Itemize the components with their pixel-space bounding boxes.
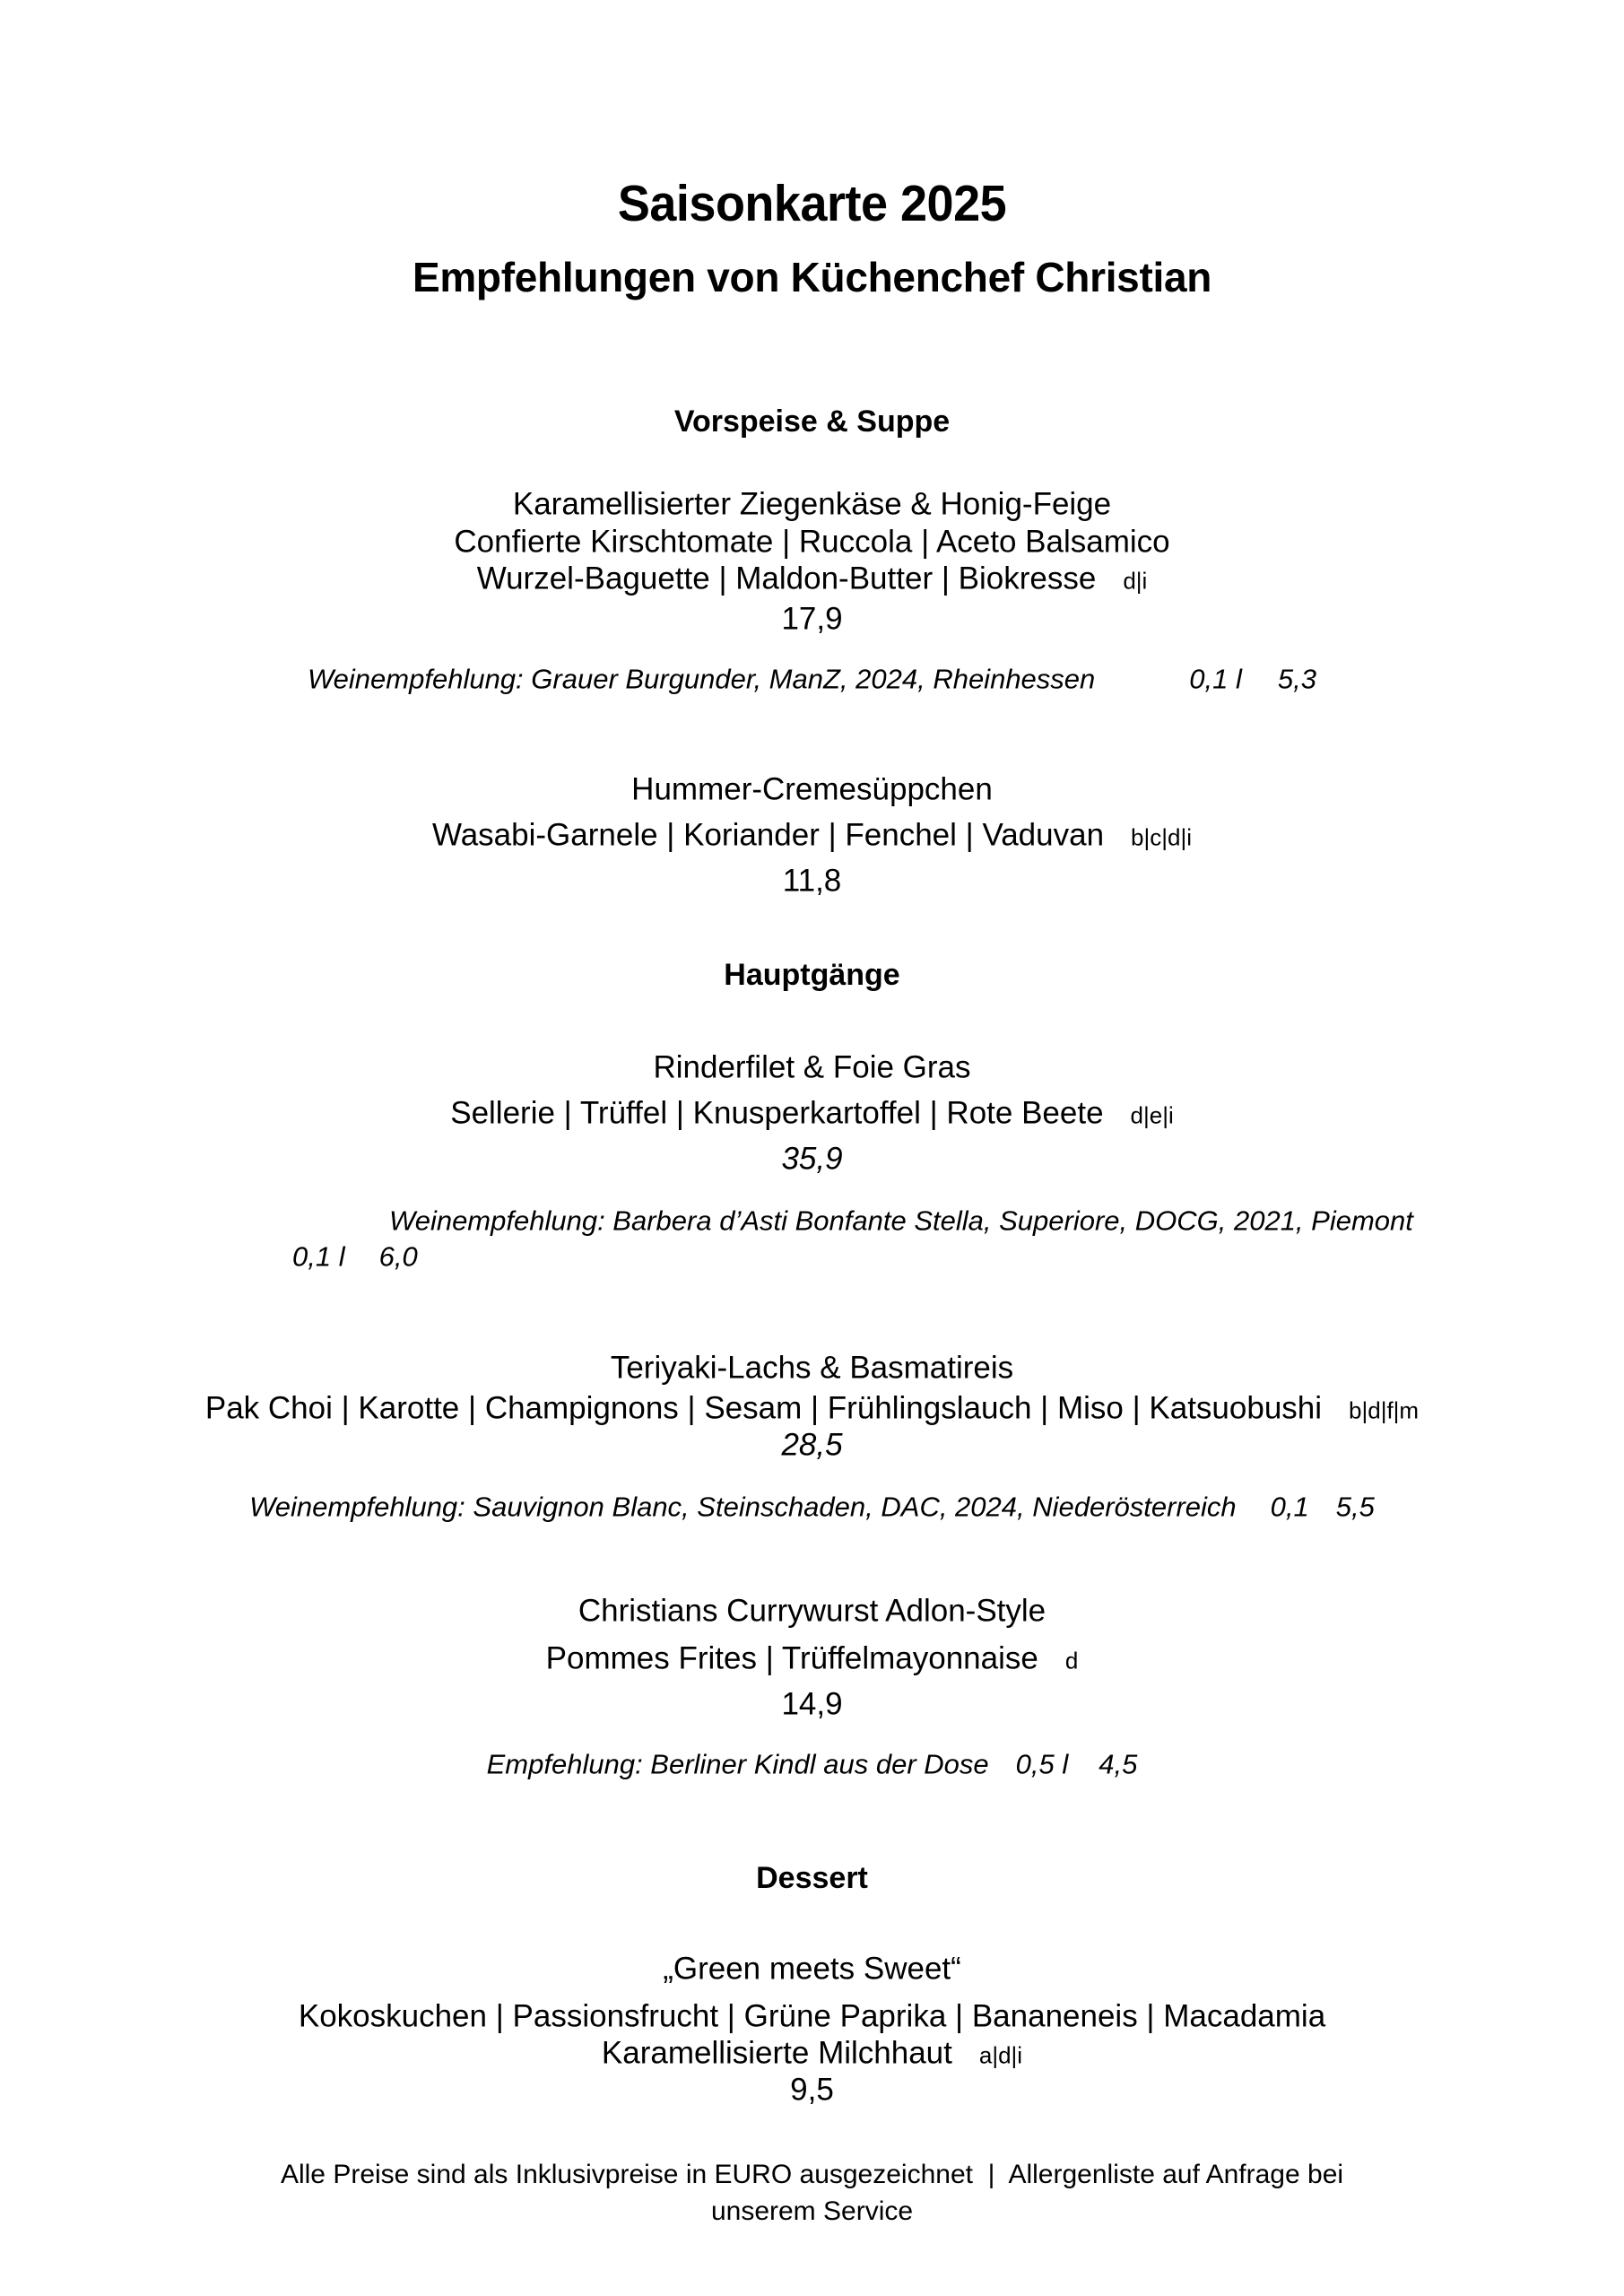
dish-name: Karamellisierter Ziegenkäse & Honig-Feige	[512, 486, 1112, 522]
dish-name: Christians Currywurst Adlon-Style	[578, 1593, 1046, 1629]
dish-price: 28,5	[781, 1427, 843, 1463]
dish-name: Teriyaki-Lachs & Basmatireis	[610, 1350, 1014, 1386]
wine-price: 6,0	[378, 1240, 418, 1273]
wine-recommendation	[0, 1493, 1624, 1521]
drink-volume: 0,5 l	[1015, 1748, 1069, 1780]
footer-note: Alle Preise sind als Inklusivpreise in EURO ausgezeichnet | Allergenliste auf Anfrage bei	[280, 2160, 1344, 2189]
wine-recommendation	[0, 665, 1624, 693]
dish-description-with-allergens	[0, 2035, 1624, 2071]
allergen-codes: b|d|f|m	[1349, 1396, 1420, 1424]
dish-description-with-allergens	[0, 563, 1624, 595]
dish-description: Pommes Frites | Trüffelmayonnaise	[545, 1640, 1038, 1676]
allergen-codes: b|c|d|i	[1131, 823, 1193, 851]
dish-price: 35,9	[781, 1141, 843, 1177]
wine-price-row	[292, 1240, 418, 1273]
dish-price: 11,8	[782, 863, 842, 899]
allergen-codes: d	[1064, 1647, 1079, 1674]
dish-price: 9,5	[790, 2072, 834, 2108]
dish-description: Kokoskuchen | Passionsfrucht | Grüne Paprika | Bananeneis | Macadamia	[298, 1998, 1326, 2034]
wine-recommendation: Weinempfehlung: Barbera d’Asti Bonfante Stella, Superiore, DOCG, 2021, Piemont	[389, 1205, 1413, 1237]
drink-recommendation	[0, 1748, 1624, 1780]
dish-description-with-allergens	[0, 1095, 1624, 1131]
wine-price: 5,5	[1335, 1491, 1375, 1523]
dish-name: Rinderfilet & Foie Gras	[653, 1049, 971, 1085]
drink-price: 4,5	[1099, 1748, 1138, 1780]
dish-description: Confierte Kirschtomate | Ruccola | Aceto Balsamico	[454, 524, 1170, 560]
wine-volume: 0,1 l	[1189, 663, 1242, 695]
wine-text: Weinempfehlung: Grauer Burgunder, ManZ, 2024, Rheinhessen	[307, 663, 1096, 695]
wine-volume: 0,1 l	[292, 1240, 345, 1273]
dish-price: 17,9	[781, 601, 843, 637]
menu-title: Saisonkarte 2025	[617, 175, 1007, 232]
wine-volume: 0,1	[1270, 1491, 1309, 1523]
section-heading-mains: Hauptgänge	[724, 958, 900, 992]
dish-description-with-allergens	[0, 817, 1624, 853]
dish-description: Wurzel-Baguette | Maldon-Butter | Biokresse	[476, 561, 1097, 596]
dish-description: Karamellisierte Milchhaut	[601, 2035, 952, 2071]
section-heading-starters: Vorspeise & Suppe	[673, 404, 951, 439]
dish-price: 14,9	[781, 1686, 843, 1722]
allergen-codes: d|i	[1123, 567, 1148, 595]
footer-note-continued: unserem Service	[710, 2196, 914, 2226]
dish-description: Pak Choi | Karotte | Champignons | Sesam | Frühlingslauch | Miso | Katsuobushi	[204, 1390, 1323, 1426]
dish-name: „Green meets Sweet“	[663, 1951, 961, 1987]
drink-text: Empfehlung: Berliner Kindl aus der Dose	[486, 1748, 989, 1780]
section-heading-dessert: Dessert	[756, 1861, 868, 1895]
wine-price: 5,3	[1277, 663, 1316, 695]
dish-description: Sellerie | Trüffel | Knusperkartoffel | Rote Beete	[450, 1095, 1104, 1131]
wine-text: Weinempfehlung: Sauvignon Blanc, Steinschaden, DAC, 2024, Niederösterreich	[249, 1491, 1237, 1523]
dish-description-with-allergens	[0, 1640, 1624, 1676]
allergen-codes: a|d|i	[978, 2041, 1023, 2069]
allergen-codes: d|e|i	[1130, 1101, 1174, 1129]
menu-subtitle: Empfehlungen von Küchenchef Christian	[412, 254, 1212, 300]
dish-name: Hummer-Cremesüppchen	[631, 771, 993, 807]
dish-description: Wasabi-Garnele | Koriander | Fenchel | Vaduvan	[431, 817, 1105, 853]
dish-description-with-allergens	[0, 1390, 1624, 1426]
